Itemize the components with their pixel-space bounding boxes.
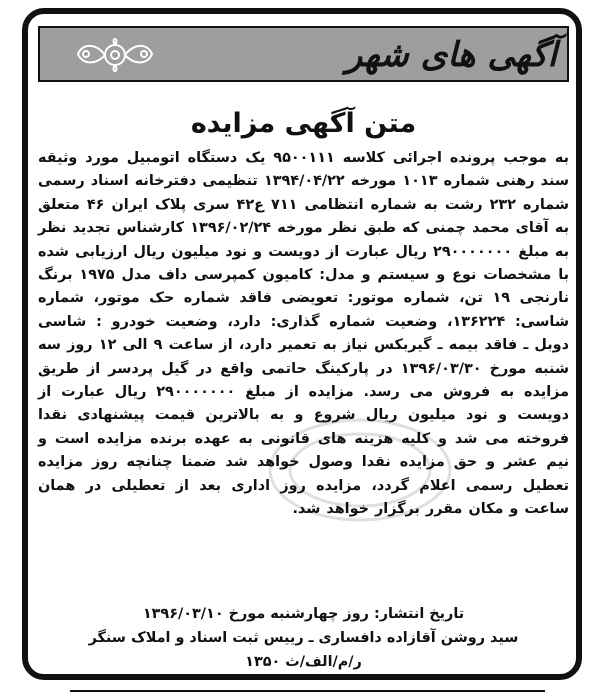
bottom-divider — [70, 690, 545, 692]
reference-code: ر/م/الف/ث ۱۳۵۰ — [245, 654, 362, 670]
header-band — [38, 26, 569, 82]
floral-ornament-icon — [70, 32, 160, 78]
stamp-watermark-icon — [260, 410, 460, 530]
header-title: آگهی های شهر — [345, 35, 557, 75]
publish-date: تاریخ انتشار: روز چهارشنبه مورخ ۱۳۹۶/۰۳/۱۰ — [142, 606, 465, 622]
signer-line: سید روشن آقازاده دافساری ـ رییس ثبت اسناد و املاک سنگر — [88, 630, 519, 646]
notice-body: به موجب پرونده اجرائی کلاسه ۹۵۰۰۱۱۱ یک دستگاه اتومبیل مورد وثیقه سند رهنی شماره ۱۰۱۳ مورخه ۱۳۹۴/۰۴/۲۲ تنظیمی دفترخانه اسناد رسمی شماره ۲۳۲ رشت به شماره انتظامی ۷۱۱ ع۴۲ سری پلاک ایران ۴۶ متعلق به آقای محمد چمنی که طبق نظر مورخه ۱۳۹۶/۰۲/۲۴ کارشناس تجدید نظر به مبلغ ۲۹۰۰۰۰۰۰۰ ریال عبارت از دویست و نود میلیون ریال ارزیابی شده با مشخصات نوع و سیستم و مدل: کامیون کمپرسی داف مدل ۱۹۷۵ برنگ نارنجی ۱۹ تن، شماره موتور: تعویضی فاقد شماره حک موتور، شماره شاسی: ۱۳۶۲۲۴، وضعیت شماره گذاری: دارد، وضعیت خودرو : شاسی دوبل ـ فاقد بیمه ـ گیربکس نیاز به تعمیر دارد، از ساعت ۹ الی ۱۲ روز سه شنبه مورخ ۱۳۹۶/۰۳/۳۰ در پارکینگ حاتمی واقع در گیل پردسر از طریق مزایده به فروش می رسد. مزایده از مبلغ ۲۹۰۰۰۰۰۰۰ ریال عبارت از دویست و نود میلیون ریال شروع و به بالاترین قیمت پیشنهادی نقدا فروخته می شد و کلیه هزینه های قانونی به عهده برنده مزایده است و نیم عشر و حق مزایده نقدا وصول خواهد شد ضمنا چنانچه روز مزایده تعطیل رسمی اعلام گردد، مزایده روز اداری بعد از تعطیلی در همان ساعت و مکان مقرر برگزار خواهد شد. — [38, 150, 570, 518]
notice-title: متن آگهی مزایده — [190, 108, 417, 139]
